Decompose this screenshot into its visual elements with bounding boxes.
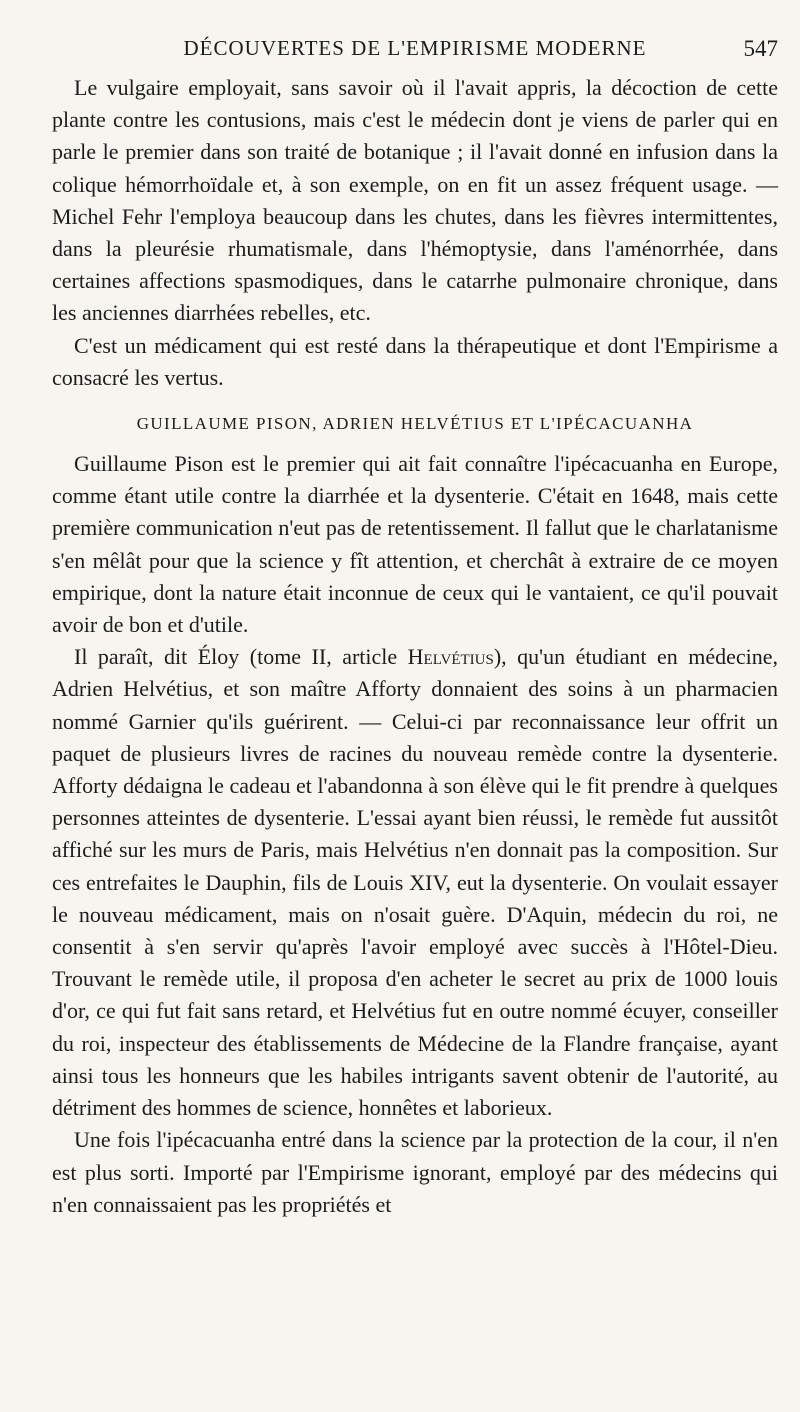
paragraph-vulgaire: Le vulgaire employait, sans savoir où il l'avait appris, la décoction de cette plante contre les contusions, mais c'est le médecin dont je viens de parler qui en parle le premier dans son traité de botanique ; il l'avait donné en infusion dans la colique hémorrhoïdale et, à son exemple, on en fit un assez fréquent usage. — Michel Fehr l'employa beaucoup dans les chutes, dans les fièvres intermittentes, dans la pleurésie rhumatismale, dans l'hémoptysie, dans l'aménorrhée, dans certaines affections spasmodiques, dans le catarrhe pulmonaire chronique, dans les anciennes diarrhées rebelles, etc. bbox=[52, 75, 778, 326]
article-reference: Helvétius bbox=[407, 644, 494, 670]
helvetius-text-start: Il paraît, dit Éloy (tome II, article bbox=[74, 644, 408, 670]
paragraph-une-fois: Une fois l'ipécacuanha entré dans la science par la protection de la cour, il n'en est plus sorti. Importé par l'Empirisme ignorant, employé par des médecins qui n'en connaissaient pas les propriétés et bbox=[52, 1127, 778, 1217]
page-number: 547 bbox=[743, 36, 778, 61]
paragraph-medicament: C'est un médicament qui est resté dans la thérapeutique et dont l'Empirisme a consacré les vertus. bbox=[52, 332, 778, 390]
running-head bbox=[52, 36, 778, 66]
section-heading: GUILLAUME PISON, ADRIEN HELVÉTIUS ET L'IPÉCACUANHA bbox=[136, 414, 694, 434]
running-title: DÉCOUVERTES DE L'EMPIRISME MODERNE bbox=[183, 36, 647, 60]
body-text bbox=[52, 72, 778, 1221]
paragraph-helvetius bbox=[52, 641, 778, 1124]
helvetius-text-end: ), qu'un étudiant en médecine, Adrien Helvétius, et son maître Afforty donnaient des soins à un pharmacien nommé Garnier qu'ils guérirent. — Celui-ci par reconnaissance leur offrit un paquet de plusieurs livres de racines du nouveau remède contre la dysenterie. Afforty dédaigna le cadeau et l'abandonna à son élève qui le fit prendre à quelques personnes atteintes de dysenterie. L'essai ayant bien réussi, le remède fut aussitôt affiché sur les murs de Paris, mais Helvétius n'en donnait pas la composition. Sur ces entrefaites le Dauphin, fils de Louis XIV, eut la dysenterie. On voulait essayer le nouveau médicament, mais on n'osait guère. D'Aquin, médecin du roi, ne consentit à s'en servir qu'après l'avoir employé avec succès à l'Hôtel-Dieu. Trouvant le remède utile, il proposa d'en acheter le secret au prix de 1000 louis d'or, ce qui fut fait sans retard, et Helvétius fut en outre nommé écuyer, conseiller du roi, inspecteur des établissements de Médecine de la Flandre française, ayant ainsi tous les honneurs que les habiles intrigants savent obtenir de l'autorité, au détriment des hommes de science, honnêtes et laborieux. bbox=[52, 644, 778, 1121]
paragraph-pison: Guillaume Pison est le premier qui ait fait connaître l'ipécacuanha en Europe, comme étant utile contre la diarrhée et la dysenterie. C'était en 1648, mais cette première communication n'eut pas de retentissement. Il fallut que le charlatanisme s'en mêlât pour que la science y fît attention, et cherchât à extraire de ce moyen empirique, dont la nature était inconnue de ceux qui le vantaient, ce qu'il pouvait avoir de bon et d'utile. bbox=[52, 451, 778, 638]
